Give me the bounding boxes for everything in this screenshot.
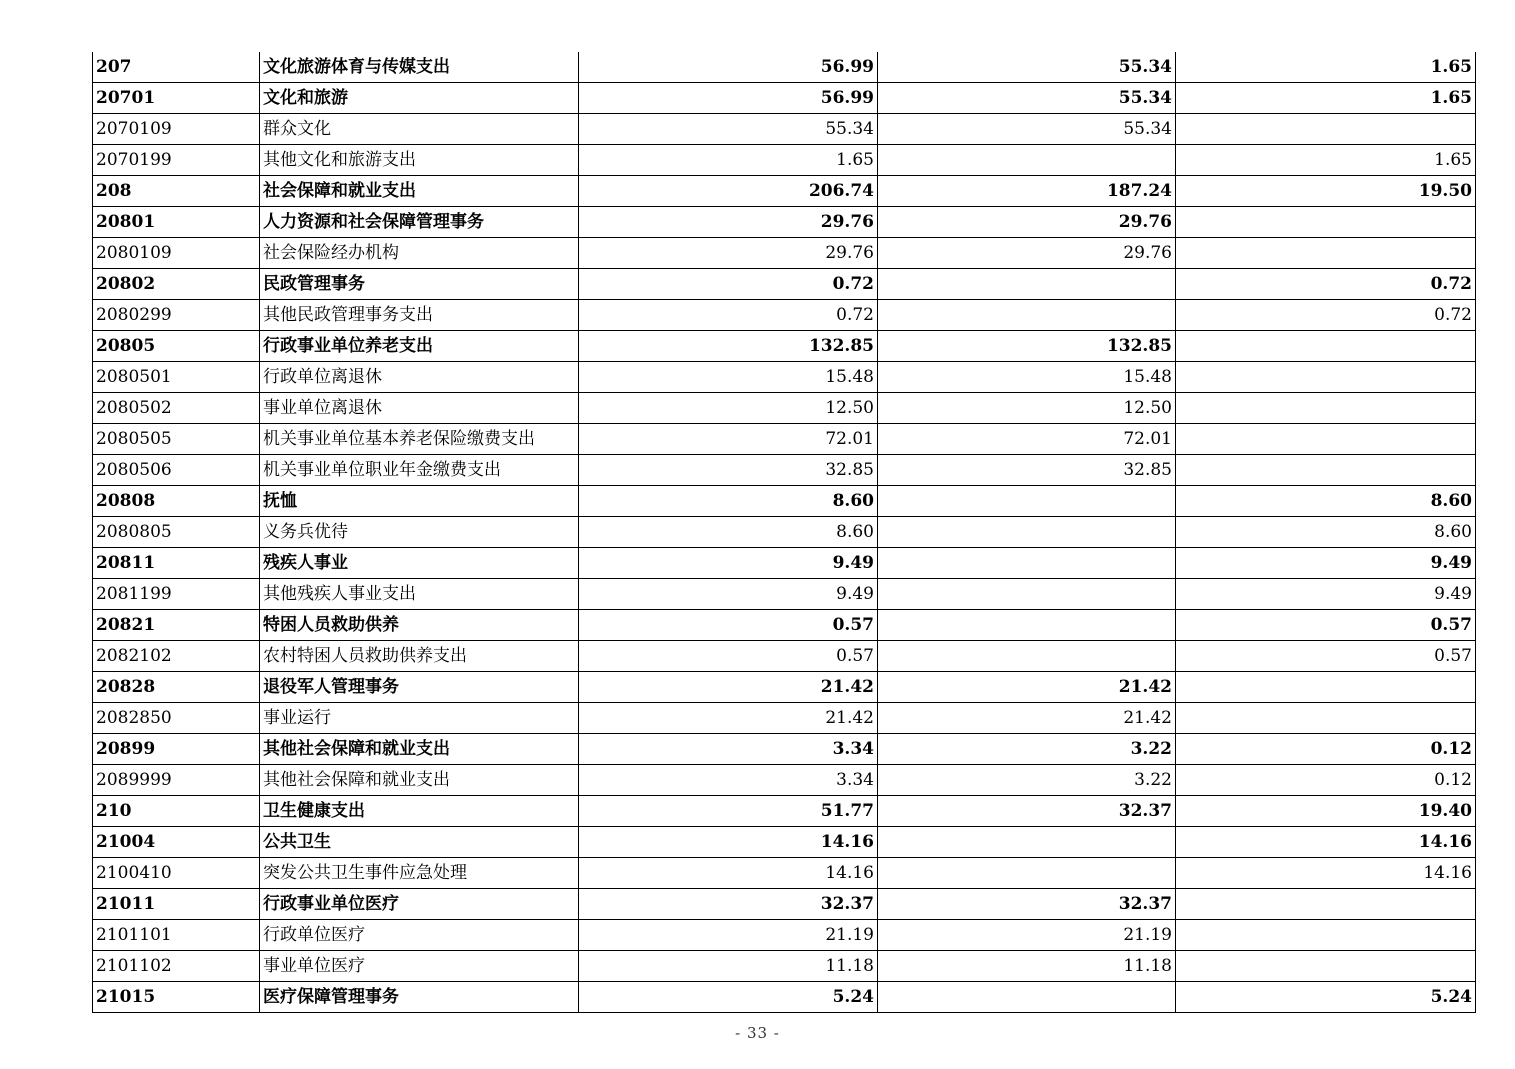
cell-total: 9.49 <box>579 548 878 579</box>
table-row <box>93 951 1476 982</box>
table-row <box>93 52 1476 83</box>
cell-name: 机关事业单位基本养老保险缴费支出 <box>260 424 579 455</box>
cell-basic: 55.34 <box>878 52 1176 83</box>
table-row <box>93 703 1476 734</box>
cell-basic <box>878 827 1176 858</box>
cell-basic <box>878 145 1176 176</box>
cell-name: 其他文化和旅游支出 <box>260 145 579 176</box>
cell-total: 21.42 <box>579 703 878 734</box>
cell-project: 1.65 <box>1176 83 1476 114</box>
table-row <box>93 455 1476 486</box>
cell-total: 0.57 <box>579 610 878 641</box>
cell-code: 210 <box>93 796 260 827</box>
cell-project <box>1176 455 1476 486</box>
cell-total: 1.65 <box>579 145 878 176</box>
cell-name: 卫生健康支出 <box>260 796 579 827</box>
table-row <box>93 424 1476 455</box>
cell-basic: 55.34 <box>878 114 1176 145</box>
cell-project <box>1176 672 1476 703</box>
cell-name: 其他社会保障和就业支出 <box>260 765 579 796</box>
table-row <box>93 517 1476 548</box>
cell-name: 文化和旅游 <box>260 83 579 114</box>
cell-code: 21011 <box>93 889 260 920</box>
cell-name: 其他民政管理事务支出 <box>260 300 579 331</box>
cell-project: 0.12 <box>1176 734 1476 765</box>
cell-code: 2081199 <box>93 579 260 610</box>
cell-basic <box>878 982 1176 1013</box>
cell-project <box>1176 331 1476 362</box>
table-row <box>93 207 1476 238</box>
cell-code: 2082102 <box>93 641 260 672</box>
cell-code: 21004 <box>93 827 260 858</box>
cell-name: 农村特困人员救助供养支出 <box>260 641 579 672</box>
cell-total: 12.50 <box>579 393 878 424</box>
cell-basic <box>878 517 1176 548</box>
cell-code: 20801 <box>93 207 260 238</box>
cell-name: 残疾人事业 <box>260 548 579 579</box>
table-row <box>93 641 1476 672</box>
cell-name: 社会保障和就业支出 <box>260 176 579 207</box>
cell-basic <box>878 486 1176 517</box>
cell-project <box>1176 424 1476 455</box>
cell-name: 行政事业单位养老支出 <box>260 331 579 362</box>
cell-basic <box>878 858 1176 889</box>
cell-project: 0.72 <box>1176 269 1476 300</box>
table-row <box>93 362 1476 393</box>
cell-project: 14.16 <box>1176 827 1476 858</box>
cell-name: 其他社会保障和就业支出 <box>260 734 579 765</box>
cell-total: 132.85 <box>579 331 878 362</box>
cell-total: 9.49 <box>579 579 878 610</box>
cell-code: 2082850 <box>93 703 260 734</box>
cell-name: 事业单位离退休 <box>260 393 579 424</box>
cell-project: 0.12 <box>1176 765 1476 796</box>
table-row <box>93 796 1476 827</box>
table-row <box>93 827 1476 858</box>
cell-code: 20811 <box>93 548 260 579</box>
table-row <box>93 238 1476 269</box>
cell-name: 民政管理事务 <box>260 269 579 300</box>
cell-basic: 21.19 <box>878 920 1176 951</box>
cell-code: 20828 <box>93 672 260 703</box>
cell-code: 2070199 <box>93 145 260 176</box>
cell-project <box>1176 393 1476 424</box>
cell-basic: 11.18 <box>878 951 1176 982</box>
cell-total: 8.60 <box>579 486 878 517</box>
cell-basic: 15.48 <box>878 362 1176 393</box>
cell-project: 14.16 <box>1176 858 1476 889</box>
cell-total: 29.76 <box>579 238 878 269</box>
cell-code: 2080505 <box>93 424 260 455</box>
cell-basic: 21.42 <box>878 703 1176 734</box>
cell-basic: 32.37 <box>878 796 1176 827</box>
cell-basic: 3.22 <box>878 734 1176 765</box>
cell-basic: 3.22 <box>878 765 1176 796</box>
cell-project <box>1176 951 1476 982</box>
cell-name: 公共卫生 <box>260 827 579 858</box>
cell-total: 56.99 <box>579 83 878 114</box>
budget-table <box>92 52 1476 1013</box>
table-row <box>93 889 1476 920</box>
table-row <box>93 300 1476 331</box>
cell-project <box>1176 703 1476 734</box>
cell-total: 56.99 <box>579 52 878 83</box>
cell-project: 8.60 <box>1176 517 1476 548</box>
table-row <box>93 610 1476 641</box>
cell-total: 15.48 <box>579 362 878 393</box>
cell-code: 20701 <box>93 83 260 114</box>
cell-project: 1.65 <box>1176 52 1476 83</box>
cell-basic: 32.37 <box>878 889 1176 920</box>
cell-basic: 12.50 <box>878 393 1176 424</box>
cell-basic: 55.34 <box>878 83 1176 114</box>
cell-basic: 187.24 <box>878 176 1176 207</box>
cell-name: 医疗保障管理事务 <box>260 982 579 1013</box>
cell-name: 事业单位医疗 <box>260 951 579 982</box>
cell-total: 72.01 <box>579 424 878 455</box>
cell-project <box>1176 362 1476 393</box>
cell-name: 特困人员救助供养 <box>260 610 579 641</box>
cell-name: 行政事业单位医疗 <box>260 889 579 920</box>
cell-project: 5.24 <box>1176 982 1476 1013</box>
page-number: - 33 - <box>735 1024 780 1042</box>
cell-project: 0.72 <box>1176 300 1476 331</box>
cell-total: 3.34 <box>579 734 878 765</box>
cell-total: 55.34 <box>579 114 878 145</box>
cell-basic: 32.85 <box>878 455 1176 486</box>
cell-project <box>1176 238 1476 269</box>
cell-project: 9.49 <box>1176 579 1476 610</box>
cell-code: 2080501 <box>93 362 260 393</box>
cell-total: 14.16 <box>579 858 878 889</box>
cell-name: 群众文化 <box>260 114 579 145</box>
cell-name: 人力资源和社会保障管理事务 <box>260 207 579 238</box>
cell-total: 21.19 <box>579 920 878 951</box>
table-row <box>93 83 1476 114</box>
cell-project: 0.57 <box>1176 610 1476 641</box>
cell-total: 3.34 <box>579 765 878 796</box>
cell-code: 20808 <box>93 486 260 517</box>
cell-name: 退役军人管理事务 <box>260 672 579 703</box>
cell-code: 2080805 <box>93 517 260 548</box>
cell-project: 9.49 <box>1176 548 1476 579</box>
cell-code: 2101102 <box>93 951 260 982</box>
cell-code: 208 <box>93 176 260 207</box>
cell-code: 20805 <box>93 331 260 362</box>
cell-total: 11.18 <box>579 951 878 982</box>
table-row <box>93 269 1476 300</box>
cell-code: 2080299 <box>93 300 260 331</box>
cell-code: 207 <box>93 52 260 83</box>
cell-total: 0.57 <box>579 641 878 672</box>
cell-name: 文化旅游体育与传媒支出 <box>260 52 579 83</box>
cell-basic: 132.85 <box>878 331 1176 362</box>
table-row <box>93 579 1476 610</box>
table-row <box>93 176 1476 207</box>
cell-total: 32.37 <box>579 889 878 920</box>
table-row <box>93 548 1476 579</box>
cell-code: 2089999 <box>93 765 260 796</box>
cell-total: 21.42 <box>579 672 878 703</box>
table-row <box>93 672 1476 703</box>
table-row <box>93 393 1476 424</box>
table-row <box>93 145 1476 176</box>
cell-name: 其他残疾人事业支出 <box>260 579 579 610</box>
cell-name: 突发公共卫生事件应急处理 <box>260 858 579 889</box>
table-row <box>93 114 1476 145</box>
cell-total: 32.85 <box>579 455 878 486</box>
cell-name: 机关事业单位职业年金缴费支出 <box>260 455 579 486</box>
cell-basic: 29.76 <box>878 238 1176 269</box>
cell-code: 2100410 <box>93 858 260 889</box>
cell-name: 事业运行 <box>260 703 579 734</box>
table-row <box>93 982 1476 1013</box>
table-row <box>93 331 1476 362</box>
table-row <box>93 765 1476 796</box>
cell-total: 206.74 <box>579 176 878 207</box>
cell-code: 2080506 <box>93 455 260 486</box>
cell-basic <box>878 548 1176 579</box>
cell-code: 20899 <box>93 734 260 765</box>
cell-basic <box>878 579 1176 610</box>
cell-total: 29.76 <box>579 207 878 238</box>
cell-basic <box>878 610 1176 641</box>
cell-total: 14.16 <box>579 827 878 858</box>
cell-name: 社会保险经办机构 <box>260 238 579 269</box>
cell-code: 20821 <box>93 610 260 641</box>
cell-basic: 72.01 <box>878 424 1176 455</box>
cell-basic <box>878 300 1176 331</box>
table-row <box>93 858 1476 889</box>
cell-project <box>1176 207 1476 238</box>
table-body <box>93 52 1476 1013</box>
cell-name: 行政单位医疗 <box>260 920 579 951</box>
cell-code: 2080109 <box>93 238 260 269</box>
cell-code: 2070109 <box>93 114 260 145</box>
cell-basic: 21.42 <box>878 672 1176 703</box>
cell-code: 21015 <box>93 982 260 1013</box>
cell-total: 51.77 <box>579 796 878 827</box>
cell-total: 8.60 <box>579 517 878 548</box>
cell-project <box>1176 889 1476 920</box>
cell-name: 抚恤 <box>260 486 579 517</box>
cell-project: 0.57 <box>1176 641 1476 672</box>
cell-total: 0.72 <box>579 300 878 331</box>
cell-code: 2101101 <box>93 920 260 951</box>
cell-code: 20802 <box>93 269 260 300</box>
cell-code: 2080502 <box>93 393 260 424</box>
cell-total: 0.72 <box>579 269 878 300</box>
cell-total: 5.24 <box>579 982 878 1013</box>
cell-project: 8.60 <box>1176 486 1476 517</box>
table-row <box>93 486 1476 517</box>
cell-project <box>1176 114 1476 145</box>
cell-name: 行政单位离退休 <box>260 362 579 393</box>
cell-project: 1.65 <box>1176 145 1476 176</box>
cell-project <box>1176 920 1476 951</box>
cell-name: 义务兵优待 <box>260 517 579 548</box>
cell-project: 19.50 <box>1176 176 1476 207</box>
cell-basic: 29.76 <box>878 207 1176 238</box>
table-row <box>93 920 1476 951</box>
cell-basic <box>878 641 1176 672</box>
table-row <box>93 734 1476 765</box>
cell-project: 19.40 <box>1176 796 1476 827</box>
cell-basic <box>878 269 1176 300</box>
